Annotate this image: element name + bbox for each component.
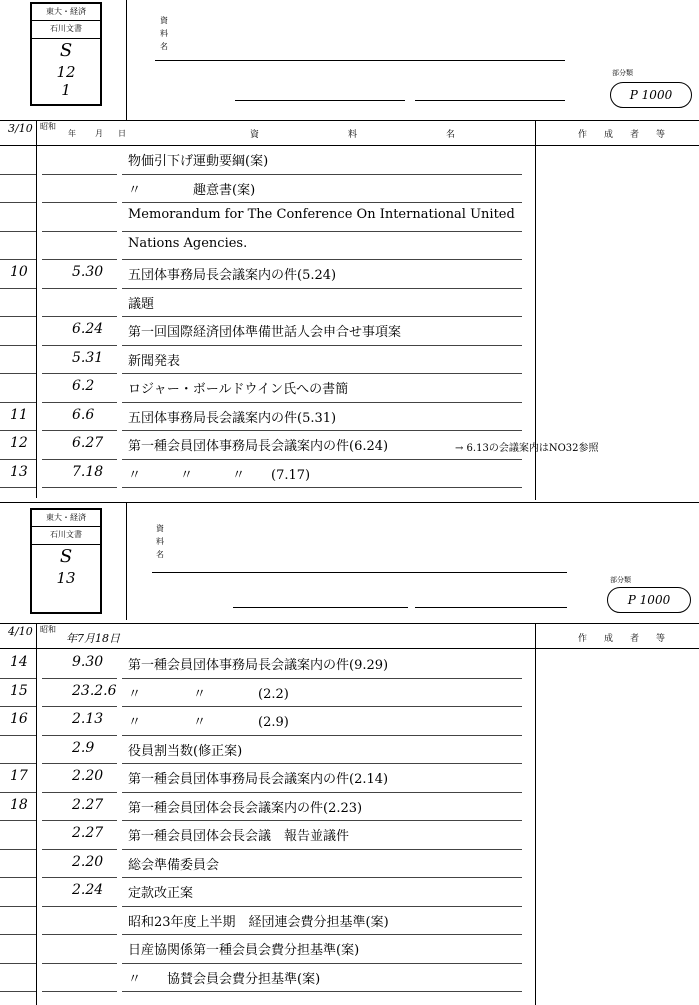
row-title: 新聞発表 — [128, 353, 181, 369]
row-rule — [122, 849, 522, 850]
class-label: 部分類 — [610, 576, 631, 584]
row-rule — [42, 763, 117, 764]
row-title: 五団体事務局長会議案内の件(5.24) — [128, 268, 337, 283]
author-header: 作 成 者 等 — [578, 634, 670, 644]
row-title: 第一回国際経済団体準備世話人会申合せ事項案 — [128, 325, 402, 340]
row-date: 2.20 — [72, 768, 104, 784]
row-date: 2.27 — [72, 825, 104, 841]
row-rule — [42, 906, 117, 907]
row-rule — [42, 259, 117, 260]
row-date: 5.30 — [72, 264, 104, 280]
row-rule — [122, 316, 522, 317]
stamp-code-series: S — [59, 546, 73, 567]
row-rule — [0, 820, 36, 821]
stamp-code-series: S — [59, 40, 73, 61]
row-rule — [0, 259, 36, 260]
row-rule — [122, 345, 522, 346]
row-number: 15 — [10, 682, 28, 699]
row-number: 16 — [10, 711, 28, 727]
header-divider — [126, 0, 127, 120]
stamp-code-item: 1 — [61, 81, 71, 99]
row-title: 〃 趣意書(案) — [128, 182, 256, 198]
row-title: 議題 — [128, 296, 155, 312]
row-rule — [42, 202, 117, 203]
row-rule — [122, 792, 522, 793]
row-rule — [122, 487, 522, 488]
row-rule — [122, 373, 522, 374]
row-rule — [0, 991, 36, 992]
row-rule — [0, 288, 36, 289]
row-rule — [0, 231, 36, 232]
row-rule — [0, 202, 36, 203]
year-header: 年 — [68, 129, 76, 138]
stamp-code-box: 13 — [56, 569, 76, 587]
class-code-box: P 1000 — [610, 82, 692, 108]
row-date: 7.18 — [72, 463, 104, 480]
archive-stamp — [30, 508, 102, 614]
row-rule — [42, 288, 117, 289]
row-rule — [42, 991, 117, 992]
row-rule — [0, 402, 36, 403]
row-rule — [0, 459, 36, 460]
row-rule — [42, 231, 117, 232]
row-rule — [42, 934, 117, 935]
row-rule — [0, 345, 36, 346]
row-title: 〃 〃 (2.2) — [128, 686, 289, 702]
row-title: 日産協関係第一種会員会費分担基準(案) — [128, 943, 360, 958]
row-rule — [0, 877, 36, 878]
row-date: 23.2.6 — [72, 682, 117, 699]
row-rule — [0, 706, 36, 707]
title-header: 資 料 名 — [250, 130, 496, 140]
row-rule — [42, 345, 117, 346]
row-title: 第一種会員団体事務局長会議案内の件(9.29) — [128, 658, 389, 673]
stamp-institution: 東大・経済 — [46, 513, 86, 522]
row-rule — [122, 963, 522, 964]
row-rule — [0, 792, 36, 793]
row-title: 第一種会員団体会長会議案内の件(2.23) — [128, 800, 363, 816]
row-rule — [122, 763, 522, 764]
row-title: 定款改正案 — [128, 886, 194, 901]
row-rule — [122, 877, 522, 878]
material-name-label: 資 料 名 — [160, 16, 168, 51]
row-number: 13 — [10, 463, 28, 480]
page-mark: 4/10 — [8, 625, 33, 638]
stamp-institution: 東大・経済 — [46, 7, 86, 16]
row-rule — [122, 202, 522, 203]
row-title: 第一種会員団体会長会議 報告並議件 — [128, 829, 350, 844]
row-rule — [122, 259, 522, 260]
header-divider — [126, 502, 127, 620]
row-rule — [0, 174, 36, 175]
row-rule — [122, 288, 522, 289]
row-rule — [122, 174, 522, 175]
row-number: 17 — [10, 768, 28, 784]
row-title: 役員割当数(修正案) — [128, 743, 243, 759]
row-title: 総会準備委員会 — [128, 857, 220, 873]
row-rule — [122, 991, 522, 992]
row-rule — [122, 706, 522, 707]
row-rule — [42, 820, 117, 821]
author-header: 作 成 者 等 — [578, 130, 670, 140]
month-header: 月 — [95, 129, 103, 138]
era-label: 昭和 — [40, 122, 56, 131]
row-rule — [42, 735, 117, 736]
row-rule — [122, 934, 522, 935]
row-date: 5.31 — [72, 349, 104, 366]
row-title: Nations Agencies. — [128, 235, 248, 251]
row-rule — [122, 735, 522, 736]
row-rule — [0, 763, 36, 764]
row-number: 18 — [10, 796, 28, 813]
archive-stamp — [30, 2, 102, 106]
row-number: 14 — [10, 654, 28, 670]
row-rule — [122, 906, 522, 907]
page-mark: 3/10 — [8, 122, 33, 135]
class-code-box: P 1000 — [607, 587, 691, 613]
row-rule — [42, 678, 117, 679]
row-rule — [0, 849, 36, 850]
row-rule — [0, 316, 36, 317]
row-date: 2.27 — [72, 796, 104, 813]
row-rule — [0, 934, 36, 935]
row-date: 6.6 — [72, 406, 95, 423]
row-rule — [42, 706, 117, 707]
row-rule — [42, 174, 117, 175]
row-title: 〃 〃 〃 (7.17) — [128, 467, 311, 483]
stamp-code-box: 12 — [56, 63, 76, 81]
row-rule — [42, 792, 117, 793]
stamp-collection: 石川文書 — [50, 530, 82, 539]
row-date: 2.20 — [72, 853, 104, 870]
material-name-label: 資 料 名 — [156, 524, 164, 559]
row-date: 6.27 — [72, 435, 104, 451]
row-title: 五団体事務局長会議案内の件(5.31) — [128, 410, 337, 426]
row-date: 6.2 — [72, 378, 95, 394]
row-rule — [0, 373, 36, 374]
stamp-collection: 石川文書 — [50, 24, 82, 33]
day-header: 日 — [118, 129, 126, 138]
row-note: → 6.13の会議案内はNO32参照 — [455, 443, 599, 454]
row-title: 〃 〃 (2.9) — [128, 715, 289, 730]
row-rule — [42, 963, 117, 964]
row-title: 第一種会員団体事務局長会議案内の件(6.24) — [128, 439, 389, 454]
row-date: 2.24 — [72, 882, 104, 898]
era-label: 昭和 — [40, 625, 56, 634]
row-rule — [122, 402, 522, 403]
row-rule — [122, 459, 522, 460]
row-rule — [122, 430, 522, 431]
row-date: 6.24 — [72, 321, 104, 337]
row-rule — [122, 678, 522, 679]
row-title: ロジャー・ボールドウイン氏への書簡 — [128, 382, 349, 397]
row-rule — [0, 963, 36, 964]
row-rule — [42, 373, 117, 374]
row-rule — [42, 459, 117, 460]
row-rule — [0, 735, 36, 736]
row-title: 第一種会員団体事務局長会議案内の件(2.14) — [128, 772, 389, 787]
row-title: 物価引下げ運動要綱(案) — [128, 154, 269, 169]
row-date: 2.9 — [72, 739, 95, 756]
row-date: 2.13 — [72, 711, 104, 727]
row-number: 11 — [10, 406, 28, 423]
row-rule — [122, 820, 522, 821]
row-title: 〃 協賛会員会費分担基準(案) — [128, 971, 321, 987]
row-rule — [42, 877, 117, 878]
class-label: 部分類 — [612, 69, 633, 77]
row-title: 昭和23年度上半期 経団連会費分担基準(案) — [128, 914, 389, 930]
row-rule — [0, 487, 36, 488]
row-rule — [42, 402, 117, 403]
row-date: 9.30 — [72, 654, 104, 670]
row-number: 10 — [10, 264, 28, 280]
row-title: Memorandum for The Conference On International United — [128, 207, 515, 222]
row-rule — [42, 430, 117, 431]
row-rule — [0, 678, 36, 679]
row-number: 12 — [10, 435, 28, 451]
row-rule — [42, 849, 117, 850]
row-rule — [0, 430, 36, 431]
row-rule — [122, 231, 522, 232]
row-rule — [42, 487, 117, 488]
date-header: 年7月18日 — [66, 632, 120, 645]
row-rule — [0, 906, 36, 907]
row-rule — [42, 316, 117, 317]
